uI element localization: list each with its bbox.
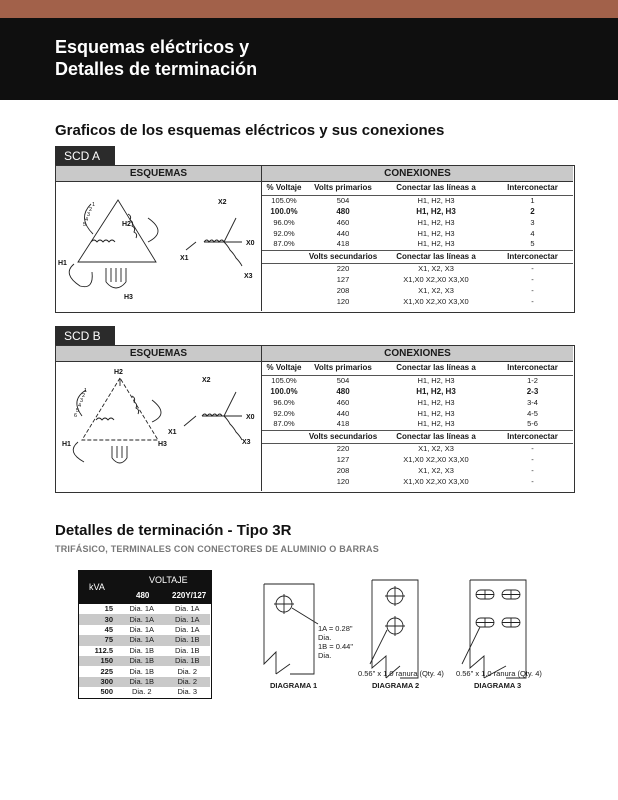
page-header	[0, 18, 618, 100]
tag-scd-a: SCD A	[55, 146, 115, 166]
scd-a-block	[55, 165, 575, 313]
label-x3-b: X3	[242, 439, 251, 446]
kva-table-header	[79, 571, 211, 604]
table-row: 225 Dia. 1B Dia. 2	[100, 666, 198, 676]
table-row: 15 Dia. 1A Dia. 1A	[104, 604, 200, 614]
page-title-line2: Detalles de terminación	[55, 59, 258, 79]
label-x2: X2	[218, 199, 227, 206]
tap-2-b: 2	[82, 393, 86, 399]
th-conectar: Conectar las líneas a	[380, 182, 492, 195]
table-row: 100.0% 480 H1, H2, H3 2	[270, 206, 535, 216]
voltaje-label: VOLTAJE	[149, 575, 188, 585]
tap-4: 4	[85, 217, 89, 223]
section-subtitle-terminacion: TRIFÁSICO, TERMINALES CON CONECTORES DE ALUMINIO O BARRAS	[55, 544, 379, 554]
table-row: 120 X1,X0 X2,X0 X3,X0 -	[336, 476, 534, 486]
v220-label: 220Y/127	[172, 591, 207, 600]
scd-b-diagram	[56, 362, 262, 491]
diagram2-label: DIAGRAMA 2	[372, 681, 420, 690]
scd-b-schematic	[56, 362, 260, 490]
th-interconectar-b: Interconectar	[492, 362, 573, 375]
label-x3: X3	[244, 273, 253, 280]
terminal-drawings	[250, 572, 570, 697]
tag-scd-b: SCD B	[55, 326, 115, 346]
tap-4-b: 4	[78, 403, 82, 409]
table-row: 127 X1,X0 X2,X0 X3,X0 -	[336, 454, 534, 464]
table-row: 92.0% 440 H1, H2, H3 4	[273, 228, 535, 238]
table-row: 105.0% 504 H1, H2, H3 1-2	[271, 375, 538, 385]
conexiones-header: CONEXIONES	[262, 166, 573, 182]
th-interconectar: Interconectar	[492, 182, 573, 195]
kva-table	[78, 570, 212, 699]
table-row: 150 Dia. 1B Dia. 1B	[79, 656, 210, 666]
table-row: 208 X1, X2, X3 -	[336, 465, 534, 475]
label-h2: H2	[122, 221, 131, 228]
th-voltaje: % Voltaje	[262, 182, 306, 195]
table-row: 100.0% 480 H1, H2, H3 2-3	[270, 386, 539, 396]
tap-1-b: 1	[84, 388, 88, 394]
diagram1-label: DIAGRAMA 1	[270, 681, 318, 690]
th-conectar-sec: Conectar las líneas a	[380, 250, 492, 263]
esquemas-header-b: ESQUEMAS	[56, 346, 262, 362]
scd-b-block	[55, 345, 575, 493]
tap-5: 5	[83, 222, 87, 228]
table-row: 96.0% 460 H1, H2, H3 3-4	[273, 397, 538, 407]
table-row: 208 X1, X2, X3 -	[336, 285, 534, 295]
scd-a-connections	[262, 182, 573, 311]
scd-a-table	[262, 182, 573, 307]
th-secundarios-b: Volts secundarios	[306, 430, 380, 443]
tap-3: 3	[87, 212, 91, 218]
label-x0: X0	[246, 240, 255, 247]
page-title	[55, 36, 257, 80]
tap-3-b: 3	[80, 398, 84, 404]
label-h1-b: H1	[62, 441, 71, 448]
table-row: 220 X1, X2, X3 -	[336, 263, 534, 273]
table-row: 220 X1, X2, X3 -	[336, 443, 534, 453]
label-h3: H3	[124, 294, 133, 301]
terminal-diagrams	[250, 572, 570, 697]
diagram3-label: DIAGRAMA 3	[474, 681, 522, 690]
tap-2: 2	[89, 207, 93, 213]
scd-a-schematic	[56, 182, 260, 310]
copper-band	[0, 0, 618, 18]
section-title-esquemas: Graficos de los esquemas eléctricos y sus conexiones	[55, 122, 445, 139]
table-row: 30 Dia. 1A Dia. 1A	[79, 614, 210, 624]
conexiones-header-b: CONEXIONES	[262, 346, 573, 362]
th-voltaje-b: % Voltaje	[262, 362, 306, 375]
th-interconectar-sec-b: Interconectar	[492, 430, 573, 443]
kva-label: kVA	[89, 582, 105, 592]
page-title-line1: Esquemas eléctricos y	[55, 37, 250, 57]
th-primarios: Volts primarios	[306, 182, 380, 195]
esquemas-header: ESQUEMAS	[56, 166, 262, 182]
tap-5-b: 5	[76, 408, 80, 414]
section-title-terminacion: Detalles de terminación - Tipo 3R	[55, 522, 292, 539]
th-primarios-b: Volts primarios	[306, 362, 380, 375]
label-x2-b: X2	[202, 377, 211, 384]
th-conectar-b: Conectar las líneas a	[380, 362, 492, 375]
label-x0-b: X0	[246, 414, 255, 421]
diagram2-note: 0.56" x 1.0 ranura (Qty. 4)	[358, 669, 444, 678]
th-interconectar-sec: Interconectar	[492, 250, 573, 263]
table-row: 87.0% 418 H1, H2, H3 5	[273, 239, 535, 249]
th-conectar-sec-b: Conectar las líneas a	[380, 430, 492, 443]
table-row: 300 Dia. 1B Dia. 2	[79, 677, 210, 687]
tap-1: 1	[92, 202, 96, 208]
table-row: 500 Dia. 2 Dia. 3	[100, 687, 198, 697]
label-x1: X1	[180, 255, 189, 262]
th-secundarios: Volts secundarios	[306, 250, 380, 263]
table-row: 120 X1,X0 X2,X0 X3,X0 -	[336, 296, 534, 306]
diagram1-note: 1A = 0.28" Dia. 1B = 0.44" Dia.	[318, 624, 353, 660]
label-h1: H1	[58, 260, 67, 267]
table-row: 96.0% 460 H1, H2, H3 3	[273, 217, 535, 227]
tap-6-b: 6	[74, 413, 78, 419]
label-h3-b: H3	[158, 441, 167, 448]
label-h2-b: H2	[114, 369, 123, 376]
table-row: 45 Dia. 1A Dia. 1A	[104, 624, 200, 634]
diagram3-note: 0.56" x 1.0 ranura (Qty. 4)	[456, 669, 542, 678]
table-row: 75 Dia. 1A Dia. 1B	[79, 635, 210, 645]
table-row: 92.0% 440 H1, H2, H3 4-5	[273, 408, 538, 418]
scd-b-table	[262, 362, 573, 487]
table-row: 105.0% 504 H1, H2, H3 1	[271, 195, 535, 205]
kva-body	[79, 604, 210, 698]
scd-a-diagram	[56, 182, 262, 311]
table-row: 127 X1,X0 X2,X0 X3,X0 -	[336, 274, 534, 284]
label-x1-b: X1	[168, 429, 177, 436]
scd-b-connections	[262, 362, 573, 491]
v480-label: 480	[136, 591, 150, 600]
table-row: 87.0% 418 H1, H2, H3 5-6	[273, 419, 538, 429]
table-row: 112.5 Dia. 1B Dia. 1B	[94, 645, 200, 655]
